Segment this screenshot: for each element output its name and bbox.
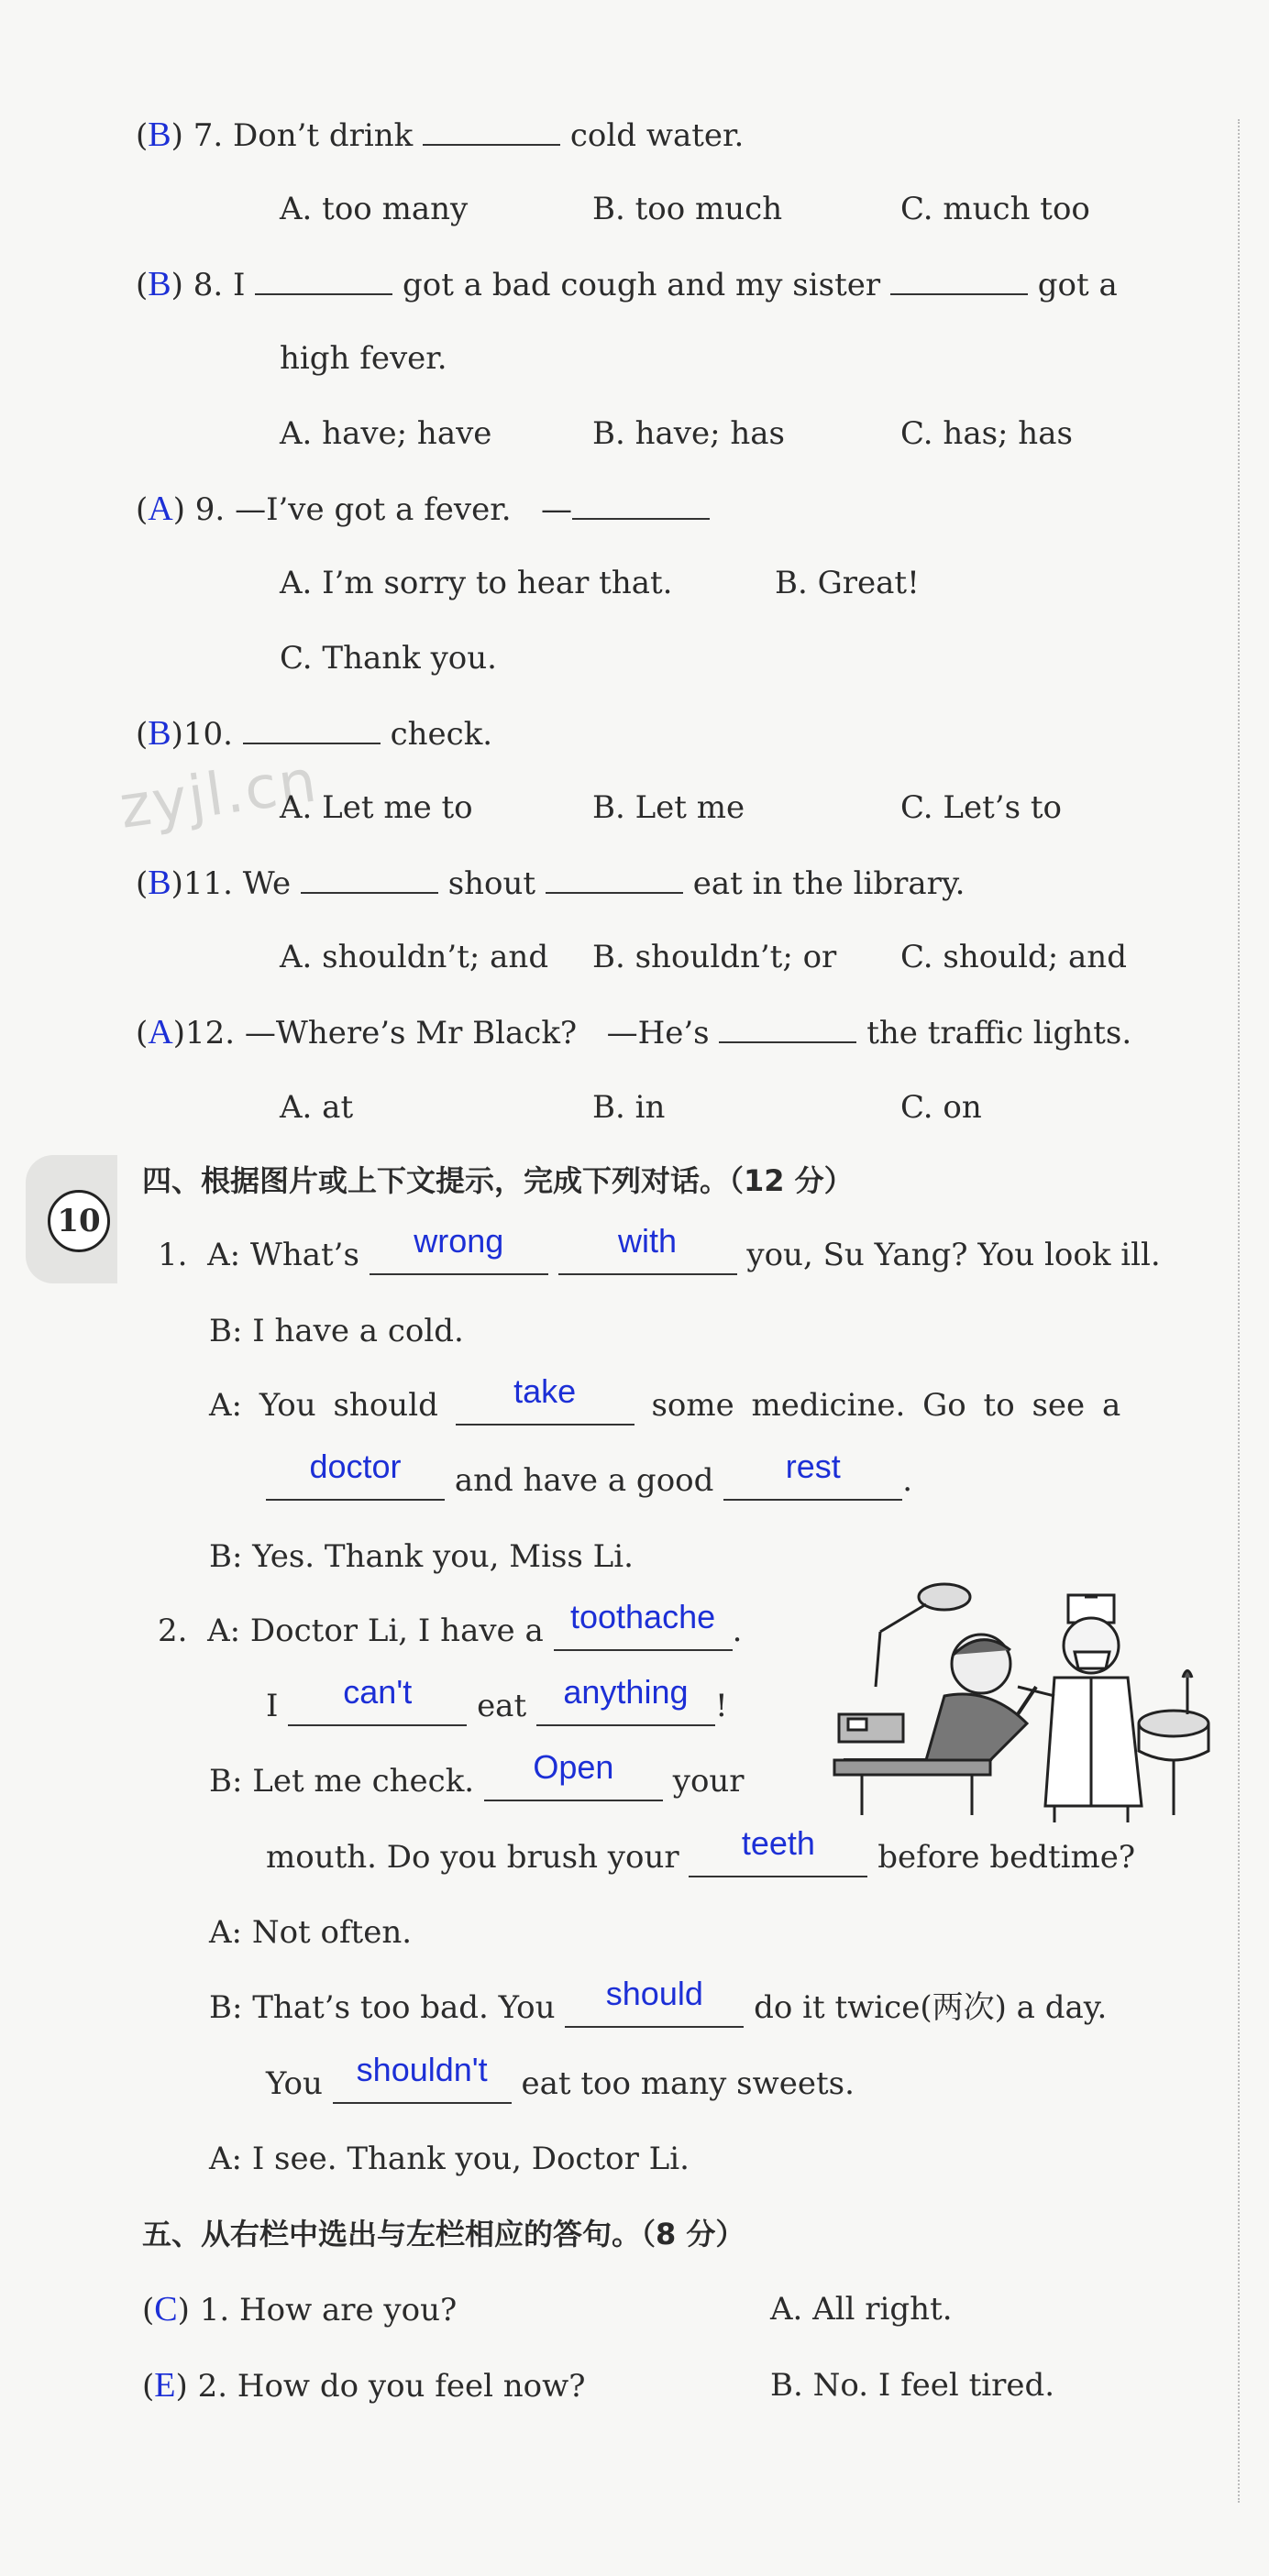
question-8: (B) 8. I got a bad cough and my sister got a (136, 265, 1118, 303)
margin-rule (1238, 119, 1240, 2503)
answer-letter: B (148, 714, 171, 753)
answer-blank[interactable]: toothache (554, 1612, 733, 1651)
section-5-heading: 五、从右栏中选出与左栏相应的答句。（8 分） (142, 2217, 745, 2251)
dialogue-2-line-2: I can't eat anything ! (266, 1673, 728, 1724)
dentist-illustration (807, 1577, 1215, 1824)
option-b: B. shouldn’t; or (592, 939, 837, 975)
answer-blank[interactable] (423, 144, 560, 146)
answer-blank[interactable]: rest (723, 1461, 902, 1501)
answer-blank[interactable]: take (456, 1386, 634, 1426)
option-c: C. much too (900, 191, 1090, 227)
option-a: A. at (280, 1089, 354, 1126)
match-row-1: (C) 1. How are you? (142, 2290, 458, 2328)
dialogue-2-line-4: mouth. Do you brush your teeth before bedtime? (266, 1824, 1136, 1876)
match-choice-b: B. No. I feel tired. (770, 2367, 1055, 2404)
dialogue-1-line-1: 1. A: What’s wrong with you, Su Yang? You look ill. (158, 1222, 1161, 1273)
answer-blank[interactable]: can't (288, 1687, 467, 1726)
question-8-cont: high fever. (280, 340, 447, 377)
option-c: C. on (900, 1089, 982, 1126)
option-a: A. I’m sorry to hear that. (280, 565, 673, 601)
option-a: A. Let me to (280, 789, 473, 826)
answer-letter: B (148, 265, 171, 303)
option-c: C. Let’s to (900, 789, 1062, 826)
option-a: A. too many (280, 191, 469, 227)
answer-letter: B (148, 116, 171, 154)
answer-blank[interactable] (243, 743, 381, 744)
answer-blank[interactable]: anything (536, 1687, 715, 1726)
option-b: B. Great! (775, 565, 920, 601)
dialogue-2-line-7: You shouldn't eat too many sweets. (266, 2051, 855, 2102)
option-c: C. should; and (900, 939, 1127, 975)
answer-blank[interactable] (255, 293, 392, 295)
answer-letter: A (148, 490, 173, 528)
answer-letter: E (154, 2366, 176, 2405)
dialogue-2-line-6: B: That’s too bad. You should do it twice(两次) a day. (209, 1975, 1108, 2026)
option-b: B. Let me (592, 789, 745, 826)
match-row-2: (E) 2. How do you feel now? (142, 2366, 586, 2405)
option-b: B. have; has (592, 415, 785, 452)
answer-blank[interactable] (890, 293, 1028, 295)
answer-blank[interactable]: should (565, 1988, 744, 2028)
dialogue-1-line-5: B: Yes. Thank you, Miss Li. (209, 1538, 634, 1575)
dialogue-2-line-5: A: Not often. (209, 1914, 413, 1951)
option-a: A. shouldn’t; and (280, 939, 549, 975)
option-b: B. too much (592, 191, 783, 227)
page-number-badge: 10 (48, 1190, 110, 1252)
question-9: (A) 9. —I’ve got a fever. — (136, 486, 710, 533)
answer-blank[interactable]: doctor (266, 1461, 445, 1501)
match-choice-a: A. All right. (770, 2291, 953, 2328)
answer-blank[interactable]: Open (484, 1762, 663, 1801)
dialogue-2-line-3: B: Let me check. Open your (209, 1748, 745, 1800)
option-c: C. has; has (900, 415, 1073, 452)
dialogue-2-line-1: 2. A: Doctor Li, I have a toothache . (158, 1598, 743, 1649)
dialogue-1-line-4: doctor and have a good rest . (266, 1458, 912, 1503)
answer-blank[interactable]: wrong (370, 1236, 548, 1275)
section-4-heading: 四、根据图片或上下文提示，完成下列对话。（12 分） (142, 1163, 854, 1198)
answer-letter: A (148, 1013, 173, 1051)
option-c: C. Thank you. (280, 640, 497, 677)
dialogue-1-line-3: A: You should take some medicine. Go to see a (209, 1372, 1121, 1424)
question-12: (A)12. —Where’s Mr Black? —He’s the traffic lights. (136, 1013, 1132, 1051)
question-11: (B)11. We shout eat in the library. (136, 864, 966, 902)
dialogue-1-line-2: B: I have a cold. (209, 1313, 464, 1349)
answer-blank[interactable] (301, 892, 438, 894)
answer-blank[interactable] (719, 1041, 856, 1043)
option-a: A. have; have (280, 415, 492, 452)
answer-letter: C (154, 2290, 178, 2328)
option-b: B. in (592, 1089, 666, 1126)
answer-blank[interactable]: with (558, 1236, 737, 1275)
watermark: zyjl.cn (115, 747, 323, 842)
answer-blank[interactable] (572, 518, 710, 520)
question-10: (B)10. check. (136, 714, 493, 753)
answer-blank[interactable]: teeth (689, 1838, 867, 1877)
answer-letter: B (148, 864, 171, 902)
answer-blank[interactable] (546, 892, 683, 894)
question-7: (B) 7. Don’t drink cold water. (136, 116, 745, 154)
dialogue-2-line-8: A: I see. Thank you, Doctor Li. (209, 2141, 690, 2177)
answer-blank[interactable]: shouldn't (333, 2064, 512, 2104)
